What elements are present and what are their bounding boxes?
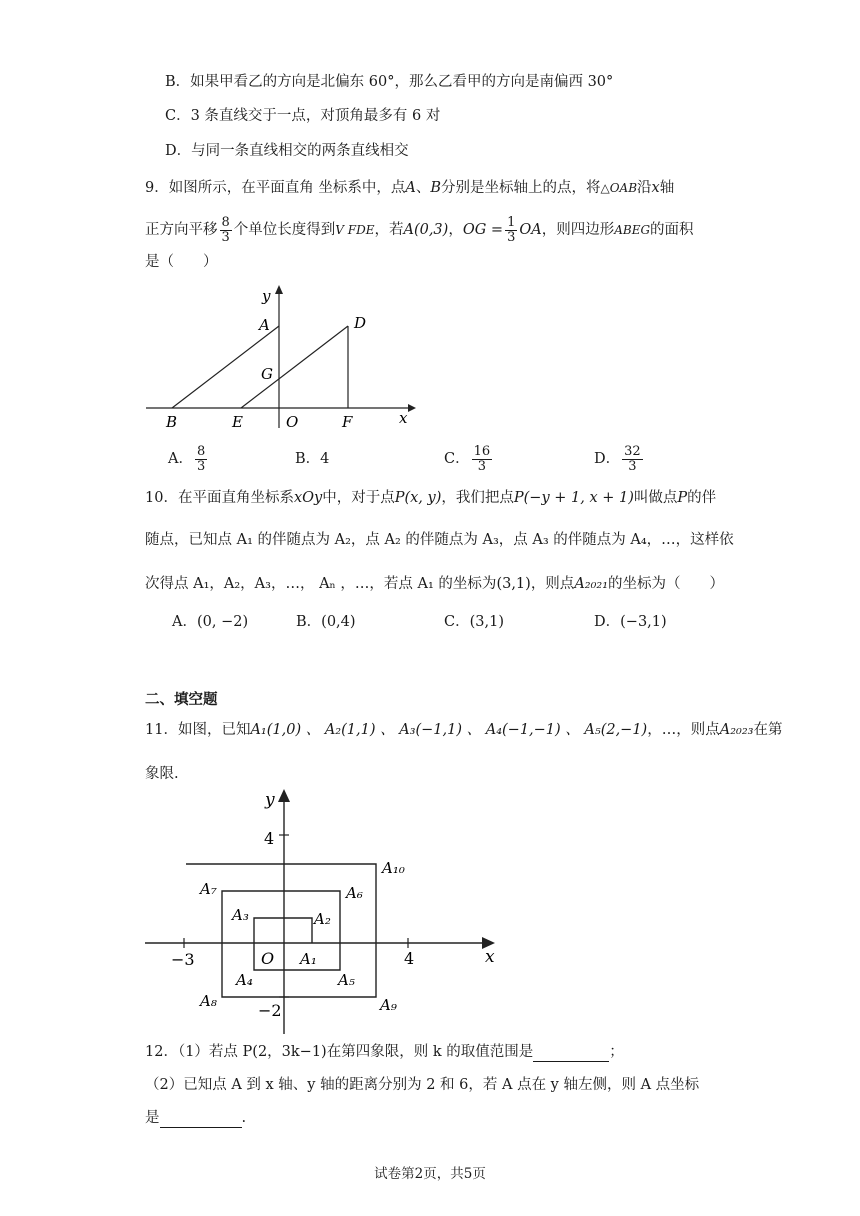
q9-figure xyxy=(140,282,420,432)
fig-label-x: x xyxy=(399,409,408,427)
fig-label-d: D xyxy=(354,314,367,332)
fig-label-b: B xyxy=(166,413,178,431)
answer-blank-1[interactable] xyxy=(533,1045,609,1062)
q12-part1: 12．（1）若点 P(2，3k−1)在第四象限，则 k 的取值范围是 ； xyxy=(145,1044,624,1060)
q8-option-d: D．与同一条直线相交的两条直线相交 xyxy=(165,143,409,159)
fig2-label-a3: A₃ xyxy=(232,906,249,924)
q9-option-c: C． $\frac{16}{3}$ xyxy=(444,443,491,474)
page-footer: 试卷第2页，共5页 xyxy=(374,1166,486,1182)
q11-figure xyxy=(140,786,500,1036)
q9-stem-line1: 9．如图所示，在平面直角 坐标系中，点A、B分别是坐标轴上的点，将△OAB沿x轴 xyxy=(145,180,675,196)
fig2-label-a2: A₂ xyxy=(314,910,331,928)
fig-label-y: y xyxy=(262,287,271,305)
fig2-label-a4: A₄ xyxy=(236,971,253,989)
fig2-label-x: x xyxy=(485,947,495,967)
q11-stem-line1: 11．如图，已知A₁(1,0) 、 A₂(1,1) 、 A₃(−1,1) 、 A₄(−1,−1) 、 A₅(2,−1)，…，则点A₂₀₂₃在第 xyxy=(145,722,783,738)
q10-option-b: B．(0,4) xyxy=(296,614,356,630)
fig-label-f: F xyxy=(342,413,353,431)
section-heading-fill-in: 二、填空题 xyxy=(145,692,218,708)
q9-option-a: A． $\frac{8}{3}$ xyxy=(168,443,206,474)
fig2-tick-4y: 4 xyxy=(264,829,275,848)
q10-stem-line3: 次得点 A₁，A₂，A₃，…， Aₙ ，…，若点 A₁ 的坐标为(3,1)，则点A₂₀₂₁的坐标为（ ） xyxy=(145,576,725,592)
q12-part2-cont: 是 . xyxy=(145,1110,247,1126)
fig2-label-o: O xyxy=(261,949,275,968)
q10-option-d: D．(−3,1) xyxy=(594,614,667,630)
q8-option-c: C．3 条直线交于一点，对顶角最多有 6 对 xyxy=(165,108,441,124)
fig2-label-a5: A₅ xyxy=(338,971,355,989)
q8-option-b: B．如果甲看乙的方向是北偏东 60°，那么乙看甲的方向是南偏西 30° xyxy=(165,74,614,90)
fig2-label-y: y xyxy=(265,790,275,810)
fig-label-g: G xyxy=(261,365,273,383)
fig2-label-a8: A₈ xyxy=(200,992,217,1010)
q9-stem-line3: 是（ ） xyxy=(145,254,218,270)
q10-stem-line2: 随点，已知点 A₁ 的伴随点为 A₂，点 A₂ 的伴随点为 A₃，点 A₃ 的伴随点为 A₄，…，这样依 xyxy=(145,532,734,548)
fig-label-e: E xyxy=(232,413,243,431)
q9-fraction: $\frac{8}{3}$ xyxy=(221,214,230,245)
fig2-tick-neg3: −3 xyxy=(171,950,195,969)
q9-stem-line2: 正方向平移 $\frac{8}{3}$ 个单位长度得到V FDE，若A(0,3)，OG = $\frac{1}{3}$ OA，则四边形ABEG的面积 xyxy=(145,214,694,245)
q10-stem-line1: 10．在平面直角坐标系xOy中，对于点P(x, y)，我们把点P(−y + 1, x + 1)叫做点P的伴 xyxy=(145,490,717,506)
q12-part2: （2）已知点 A 到 x 轴、y 轴的距离分别为 2 和 6，若 A 点在 y 轴左侧，则 A 点坐标 xyxy=(145,1077,700,1093)
fig2-label-a1: A₁ xyxy=(300,950,317,968)
q10-option-a: A．(0, −2) xyxy=(172,614,249,630)
answer-blank-2[interactable] xyxy=(160,1111,242,1128)
q9-option-d: D． $\frac{32}{3}$ xyxy=(594,443,641,474)
q11-stem-line2: 象限. xyxy=(145,766,179,782)
fig-label-a: A xyxy=(259,316,270,334)
fig2-tick-neg2: −2 xyxy=(258,1001,282,1020)
fig-label-o: O xyxy=(286,413,299,431)
q9-option-b: B．4 xyxy=(295,451,330,467)
fig2-label-a9: A₉ xyxy=(380,996,397,1014)
fig2-label-a7: A₇ xyxy=(200,880,217,898)
q10-option-c: C．(3,1) xyxy=(444,614,504,630)
fig2-tick-4x: 4 xyxy=(404,949,415,968)
fig2-label-a10: A₁₀ xyxy=(382,859,405,877)
fig2-label-a6: A₆ xyxy=(346,884,363,902)
